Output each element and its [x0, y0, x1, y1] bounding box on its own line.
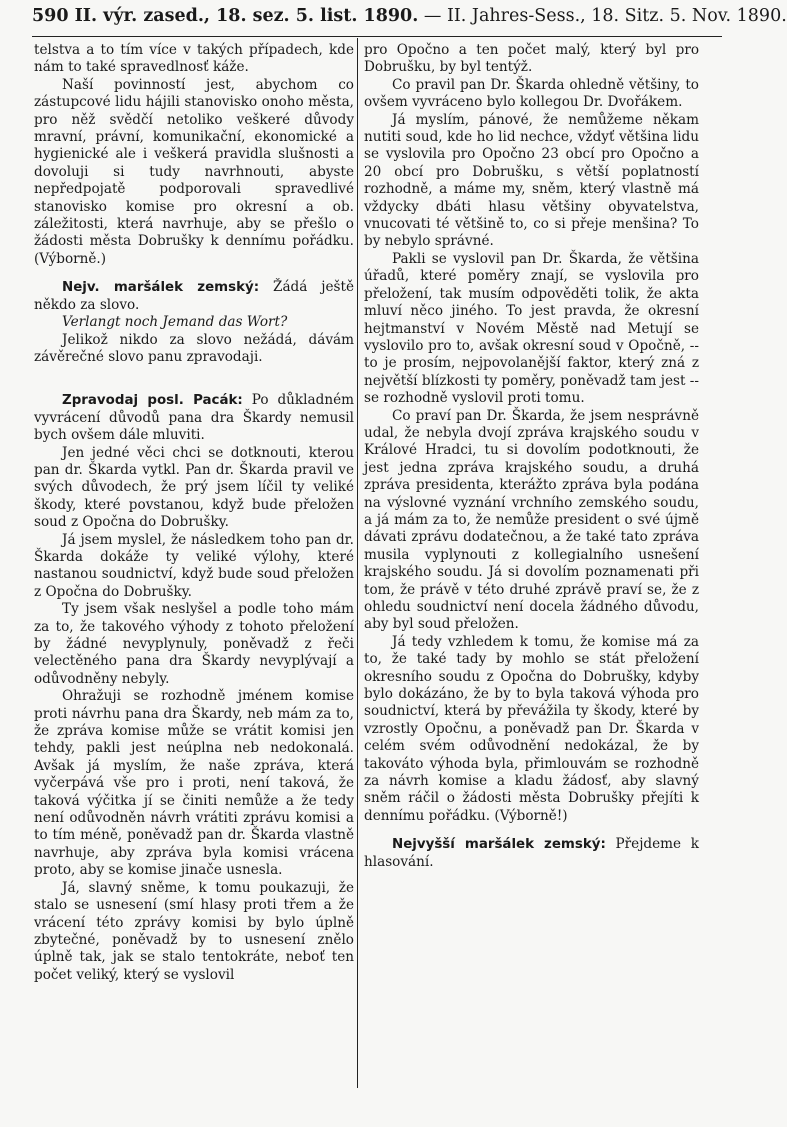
paragraph: Já myslím, pánové, že nemůžeme někam nutiti soud, kde ho lid nechce, vždyť většina lidu se vyslovila pro Opočno 23 obcí pro Opočno a 20 obcí pro Dobrušku, s větší poplatností rozhodně, a máme my, sněm, který vlastně má vždycky dbáti hlasu většiny obyvatelstva, vnucovati té většině to, co si přeje menšina? To by nebylo správné.	[364, 111, 699, 250]
paragraph-speaker	[34, 392, 354, 444]
header-rule	[32, 36, 722, 37]
speaker-name: Nejv. maršálek zemský:	[62, 280, 260, 296]
right-column	[364, 42, 699, 871]
paragraph: Já tedy vzhledem k tomu, že komise má za to, že také tady by mohlo se stát přeložení okresního soudu z Opočna do Dobrušky, kdyby bylo dokázáno, že by to byla taková výhoda pro soudnictví, která by převážila ty škody, které by vzrostly Opočnu, a poněvadž pan Dr. Škarda v celém svém odůvodnění nedokázal, že by takováto výhoda byla, přimlouvám se rozhodně za návrh komise a kladu žádosť, aby slavný sněm ráčil o žádosti města Dobrušky přejíti k dennímu pořádku. (Výborně!)	[364, 633, 699, 824]
header-left: 590 II. výr. zased., 18. sez. 5. list. 1890.	[32, 6, 419, 26]
paragraph: Ty jsem však neslyšel a podle toho mám za to, že takového výhody z tohoto přeložení by žádné nevyplynuly, poněvadž z řeči velectěného pana dra Škardy nevyplývají a odůvodněny nebyly.	[34, 601, 354, 687]
paragraph: Ohražuji se rozhodně jménem komise proti návrhu pana dra Škardy, neb mám za to, že zpráva komise může se vrátit komisi jen tehdy, pakli jest neúplna neb nedokonalá. Avšak já myslím, že naše zpráva, která vyčerpává vše pro i proti, není taková, že taková výčitka jí se činiti nemůže a že tedy není odůvodněn návrh vrátiti zprávu komisi a to tím méně, poněvadž pan dr. Škarda vlastně navrhuje, aby zpráva byla komisi vrácena proto, aby se komise jinače usnesla.	[34, 688, 354, 879]
paragraph: Naší povinností jest, abychom co zástupcové lidu hájili stanovisko onoho města, pro něž svědčí netoliko veškeré důvody mravní, právní, komunikační, ekonomické a hygienické ale i veškerá pravidla slušnosti a dovoluji si tudy navrhnouti, abyste nepředpojatě podporovali spravedlivé stanovisko komise pro okresní a ob. záležitosti, která navrhuje, aby se přešlo o žádosti města Dobrušky k dennímu pořádku. (Výborně.)	[34, 76, 354, 267]
header-right: II. Jahres-Sess., 18. Sitz. 5. Nov. 1890.	[446, 6, 787, 26]
speaker-name: Nejvyšší maršálek zemský:	[392, 837, 606, 853]
column-divider	[357, 38, 358, 1088]
paragraph: Co praví pan Dr. Škarda, že jsem nesprávně udal, že nebyla dvojí zpráva krajského soudu v Králové Hradci, tu si dovolím podotknouti, že jest jedna zpráva krajského soudu, a druhá zpráva presidenta, kterážto zpráva byla podána na výslovné vyznání vrchního zemského soudu, a já mám za to, že nemůže president o své újmě dávati zprávu dodatečnou, a že také tato zpráva musila vyplynouti z kollegialního usnešení krajského soudu. Já si dovolím poznamenati při tom, že právě v této druhé zprávě praví se, že z ohledu soudnictví není docela žádného důvodu, aby byl soud přeložen.	[364, 407, 699, 633]
speaker-text: Po důkladném vyvrácení důvodů pana dra Škardy nemusil bych ovšem dále mluviti.	[34, 392, 355, 444]
paragraph-german: Verlangt noch Jemand das Wort?	[62, 314, 288, 331]
speaker-name: Zpravodaj posl. Pacák:	[62, 393, 243, 409]
paragraph: Pakli se vyslovil pan Dr. Škarda, že většina úřadů, které poměry znají, se vyslovila pro přeložení, tak musím odpověděti tolik, že akta mluví něco jiného. To jest pravda, že okresní hejtmanství v Novém Městě nad Metují se vyslovilo pro to, avšak okresní soud v Opočně, -- to je prosím, nejpovolanější faktor, který zná z největší blízkosti ty poměry, poněvadž tam jest -- se rozhodně vyslovil proti tomu.	[364, 250, 699, 407]
paragraph: Já, slavný sněme, k tomu poukazuji, že stalo se usnesení (smí hlasy proti třem a že vrácení této zprávy komisi by bylo úplně zbytečné, poněvadž by to usnesení znělo úplně tak, jak se stalo tentokráte, neboť ten počet veliký, který se vyslovil	[34, 879, 354, 983]
paragraph-speaker	[34, 279, 354, 314]
paragraph: Já jsem myslel, že následkem toho pan dr. Škarda dokáže ty veliké výlohy, které nastanou soudnictví, když bude soud přeložen z Opočna do Dobrušky.	[34, 531, 354, 600]
running-header	[32, 6, 787, 36]
paragraph: pro Opočno a ten počet malý, který byl pro Dobrušku, by byl tentýž.	[364, 42, 699, 76]
paragraph: Co pravil pan Dr. Škarda ohledně většiny, to ovšem vyvráceno bylo kollegou Dr. Dvořákem.	[364, 76, 699, 111]
header-separator: —	[423, 6, 442, 26]
speaker-text: Přejdeme k hlasování.	[364, 836, 699, 870]
paragraph: Jelikož nikdo za slovo nežádá, dávám závěrečné slovo panu zpravodaji.	[34, 331, 354, 365]
paragraph: telstva a to tím více v takých případech, kde nám to také spravedlnosť káže.	[34, 42, 354, 76]
paragraph-speaker	[364, 836, 699, 871]
speaker-text: Žádá ještě někdo za slovo.	[34, 279, 355, 313]
left-column	[34, 42, 354, 984]
paragraph: Jen jedné věci chci se dotknouti, kterou pan dr. Škarda vytkl. Pan dr. Škarda pravil ve svých důvodech, že prý jsem líčil ty veliké škody, které povstanou, když bude přeložen soud z Opočna do Dobrušky.	[34, 444, 354, 531]
